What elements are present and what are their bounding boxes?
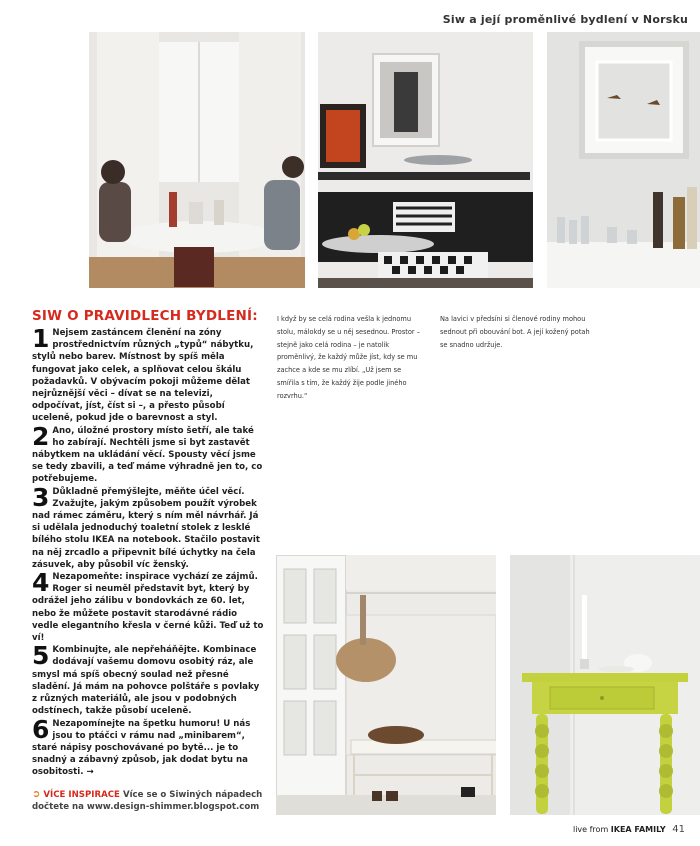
tip-text: Nezapomínejte na špetku humoru! U nás jsou to ptáčci v rámu nad „minibarem“, staré nápisy poschovávané po bytě... je to snadný a zábavný způsob, jak dodat bytu na osobitosti.	[32, 718, 251, 778]
more-inspiration-text: Více se o Siwiných nápadech dočtete na www.design-shimmer.blogspot.com	[32, 789, 263, 812]
page-footer	[573, 824, 685, 835]
caption-dining: I když by se celá rodina vešla k jednomu stolu, málokdy se u něj sesednou. Prostor – stejně jako celá rodina – je natolik proměnlivý, že každý může jíst, kdy se mu zachce a kde se mu zlíbí. „Už jsem se smířila s tím, že každý žije podle jiného rozvrhu.“	[277, 315, 420, 400]
footer-brand: IKEA FAMILY	[610, 825, 666, 834]
photo-dining-room	[89, 32, 305, 288]
page-number: 41	[672, 824, 685, 835]
more-inspiration	[32, 789, 264, 813]
tip-text: Důkladně přemýšlejte, měňte účel věcí. Zvažujte, jakým způsobem použít výrobek nad rámec záměru, který s ním měl návrhář. Já si udělala jednoduchý toaletní stolek z lesklé bílého stolu IKEA na notebook. Stačilo postavit na něj zrcadlo a připevnit bílé úchytky na čela zásuvek, aby působil víc ženský.	[32, 486, 260, 570]
photo-hallway	[276, 555, 496, 815]
caption-hallway: Na lavici v předsíni si členové rodiny mohou sednout při obouvání bot. A její kožený potah se snadno udržuje.	[440, 315, 590, 349]
tip-number: 5	[32, 641, 50, 671]
running-title: Siw a její proměnlivé bydlení v Norsku	[442, 13, 688, 26]
tip-text: Nezapomeňte: inspirace vychází ze zájmů. Roger si neuměl představit byt, který by odrážel jeho zálibu v bondovkách ze 60. let, nebo že můžete postavit starodávné rádio vedle elegantního křesla v černé kůži. Teď už to ví!	[32, 572, 264, 644]
footer-prefix: live from	[572, 825, 609, 834]
continue-arrow-icon: →	[86, 767, 94, 778]
tip-number: 6	[32, 714, 50, 744]
photo-yellow-table	[510, 555, 700, 815]
tip-5	[32, 641, 264, 717]
tip-2	[32, 421, 264, 486]
tip-6	[32, 714, 264, 779]
article	[32, 308, 264, 813]
tip-1	[32, 324, 264, 425]
article-heading: SIW O PRAVIDLECH BYDLENÍ:	[32, 308, 258, 324]
tip-text: Kombinujte, ale nepřeháňějte. Kombinace dodávají vašemu domovu osobitý ráz, ale smysl má spíš obecný soulad než přesné sladění. Já mám na pohovce polštáře s povlaky z různých materiálů, ale jsou v podobných odstínech, takže působí uceleně.	[32, 645, 260, 717]
tip-text: Nejsem zastáncem členění na zóny prostřednictvím různých „typů“ nábytku, stylů nebo barev. Místnost by spíš měla fungovat jako celek, a splňovat celou škálu požadavků. V obývacím pokoji můžeme dělat nejrůznější věci – dívat se na televizi, odpočívat, jíst, číst si –, a přesto působí uceleně, pokud jde o barevnost a styl.	[32, 328, 254, 424]
photo-bird-frame	[547, 32, 700, 288]
tip-4	[32, 568, 264, 644]
arrow-bullet-icon: ➲	[32, 788, 41, 800]
tip-number: 4	[32, 568, 50, 598]
photo-living-room	[318, 32, 533, 288]
tip-3	[32, 482, 264, 571]
tip-number: 3	[32, 482, 50, 512]
tip-number: 1	[32, 324, 50, 353]
more-inspiration-label: VÍCE INSPIRACE	[43, 789, 120, 800]
tip-text: Ano, úložné prostory místo šetří, ale také ho zabírají. Nechtěli jsme si byt zastavět nábytkem na ukládání věcí. Spousty věcí jsme se tedy zbavili, a teď máme výhradně jen to, co potřebujeme.	[32, 425, 263, 485]
tip-number: 2	[32, 421, 50, 451]
